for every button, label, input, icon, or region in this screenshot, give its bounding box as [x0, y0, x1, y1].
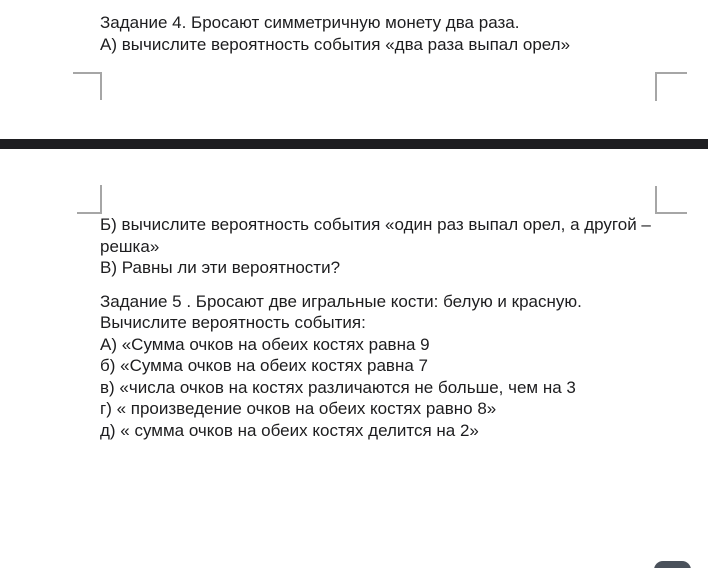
task5-item-g-line: г) « произведение очков на обеих костях равно 8» — [100, 399, 497, 418]
task5-item-v-line: в) «числа очков на костях различаются не больше, чем на 3 — [100, 377, 576, 397]
page2-text — [100, 214, 651, 441]
crop-mark-page2-top-left-icon — [77, 185, 102, 214]
bottom-edge-button[interactable] — [654, 561, 691, 568]
task4-paragraph — [100, 12, 570, 56]
task4-item-a-line: А) вычислите вероятность события «два раза выпал орел» — [100, 35, 571, 54]
page-break-band — [0, 139, 708, 149]
task4-item-v-line: В) Равны ли эти вероятности? — [100, 258, 341, 277]
task4-item-b-line1: Б) вычислите вероятность события «один раз выпал орел, а другой – — [100, 215, 651, 234]
task5-item-b-line: б) «Сумма очков на обеих костях равна 7 — [100, 356, 428, 375]
task5-intro-line: Вычислите вероятность события: — [100, 313, 366, 332]
task4-title-line: Задание 4. Бросают симметричную монету два раза. — [100, 13, 520, 32]
crop-mark-page2-top-right-icon — [655, 186, 687, 214]
task5-item-d-line: д) « сумма очков на обеих костях делится на 2» — [100, 420, 479, 440]
task5-title-line: Задание 5 . Бросают две игральные кости: белую и красную. — [100, 291, 582, 311]
crop-mark-page1-bottom-left-icon — [73, 72, 102, 100]
task5-item-a-line: А) «Сумма очков на обеих костях равна 9 — [100, 334, 430, 354]
crop-mark-page1-bottom-right-icon — [655, 72, 687, 101]
task4-item-b-line2: решка» — [100, 236, 160, 256]
paragraph-spacer — [100, 279, 651, 291]
